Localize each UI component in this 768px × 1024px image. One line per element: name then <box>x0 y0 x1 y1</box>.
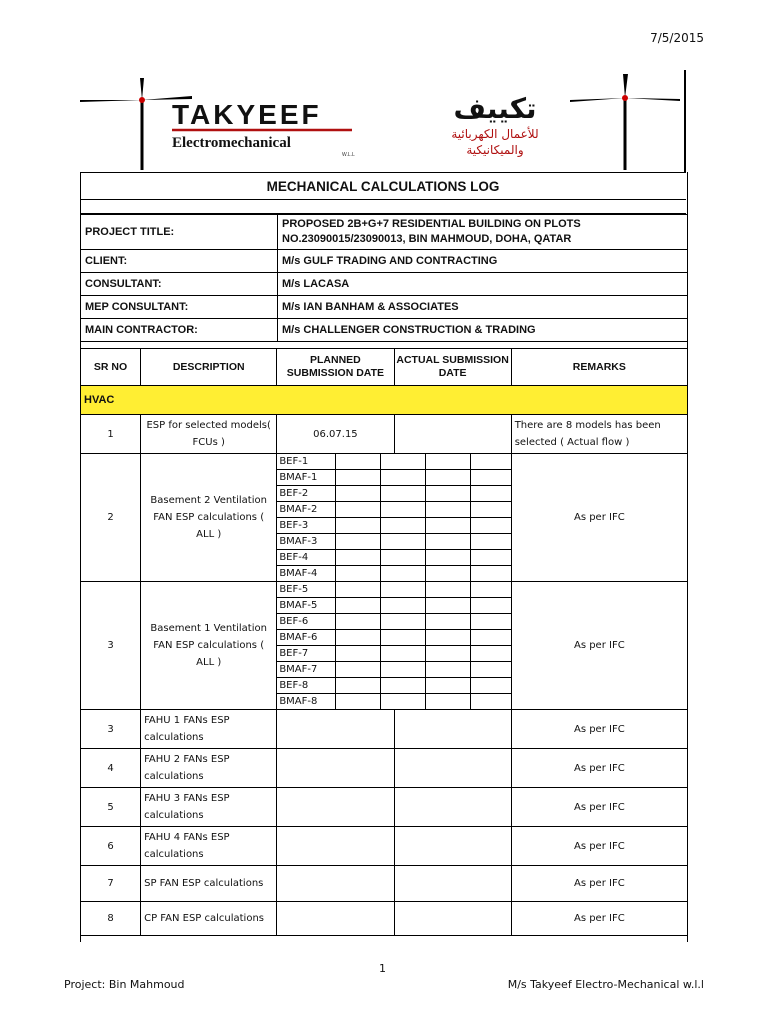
empty-cell <box>425 582 470 598</box>
actual-date <box>394 827 511 866</box>
empty-cell <box>336 662 381 678</box>
empty-cell <box>381 630 426 646</box>
empty-cell <box>470 630 510 646</box>
empty-cell <box>470 646 510 662</box>
empty-cell <box>336 630 381 646</box>
logo-suffix: W.L.L <box>342 152 355 158</box>
sr-no: 3 <box>81 582 141 710</box>
planned-date <box>277 866 394 902</box>
col-remarks: REMARKS <box>511 349 687 386</box>
section-label: HVAC <box>81 386 688 415</box>
empty-cell <box>470 662 510 678</box>
col-description: DESCRIPTION <box>141 349 277 386</box>
empty-cell <box>336 486 381 502</box>
sr-no: 2 <box>81 454 141 582</box>
empty-cell <box>381 470 426 486</box>
col-sr-no: SR NO <box>81 349 141 386</box>
fan-item: BMAF-2 <box>277 502 336 518</box>
empty-cell <box>381 598 426 614</box>
project-info-table <box>80 214 688 342</box>
empty-cell <box>381 550 426 566</box>
empty-cell <box>336 694 381 710</box>
info-row <box>81 250 688 273</box>
empty-cell <box>470 502 510 518</box>
table-row <box>81 415 688 454</box>
remarks: There are 8 models has been selected ( Actual flow ) <box>511 415 687 454</box>
calculations-log-table <box>80 348 688 936</box>
info-label: MEP CONSULTANT: <box>81 296 278 319</box>
fan-list <box>277 454 511 582</box>
col-planned-date: PLANNED SUBMISSION DATE <box>277 349 394 386</box>
empty-cell <box>336 550 381 566</box>
empty-cell <box>336 470 381 486</box>
info-label: CLIENT: <box>81 250 278 273</box>
footer-project: Project: Bin Mahmoud <box>64 978 185 991</box>
description: Basement 2 Ventilation FAN ESP calculations ( ALL ) <box>141 454 277 582</box>
logo-subtitle: Electromechanical <box>172 135 291 151</box>
planned-date <box>277 902 394 936</box>
actual-date <box>394 415 511 454</box>
description: ESP for selected models( FCUs ) <box>141 415 277 454</box>
empty-cell <box>470 486 510 502</box>
section-row <box>81 386 688 415</box>
empty-cell <box>470 598 510 614</box>
empty-cell <box>381 518 426 534</box>
empty-cell <box>381 662 426 678</box>
info-row <box>81 319 688 342</box>
planned-date <box>277 749 394 788</box>
empty-cell <box>425 534 470 550</box>
fan-item: BEF-8 <box>277 678 336 694</box>
page-number: 1 <box>379 962 386 975</box>
sr-no: 8 <box>81 902 141 936</box>
fan-item: BEF-1 <box>277 454 336 470</box>
fan-item: BEF-7 <box>277 646 336 662</box>
empty-cell <box>425 566 470 582</box>
empty-cell <box>425 662 470 678</box>
remarks: As per IFC <box>511 866 687 902</box>
fan-item: BMAF-8 <box>277 694 336 710</box>
table-row <box>81 582 688 710</box>
actual-date <box>394 788 511 827</box>
sr-no: 4 <box>81 749 141 788</box>
sr-no: 5 <box>81 788 141 827</box>
document-title: MECHANICAL CALCULATIONS LOG <box>80 172 686 200</box>
fan-item: BEF-2 <box>277 486 336 502</box>
sr-no: 7 <box>81 866 141 902</box>
company-logo <box>80 70 688 172</box>
actual-date <box>394 749 511 788</box>
info-row <box>81 273 688 296</box>
empty-cell <box>425 502 470 518</box>
description: SP FAN ESP calculations <box>141 866 277 902</box>
table-row <box>81 902 688 936</box>
remarks: As per IFC <box>511 582 687 710</box>
info-row <box>81 215 688 250</box>
table-row <box>81 454 688 582</box>
empty-cell <box>470 582 510 598</box>
col-actual-date: ACTUAL SUBMISSION DATE <box>394 349 511 386</box>
wind-turbine-right-icon <box>570 74 680 170</box>
empty-cell <box>425 646 470 662</box>
description: FAHU 3 FANs ESP calculations <box>141 788 277 827</box>
frame-edge <box>684 70 686 172</box>
actual-date <box>394 866 511 902</box>
empty-cell <box>425 614 470 630</box>
print-date: 7/5/2015 <box>650 31 704 45</box>
empty-cell <box>336 582 381 598</box>
sr-no: 1 <box>81 415 141 454</box>
info-value: M/s IAN BANHAM & ASSOCIATES <box>278 296 688 319</box>
column-headers <box>81 349 688 386</box>
info-value: M/s LACASA <box>278 273 688 296</box>
fan-item: BMAF-5 <box>277 598 336 614</box>
empty-cell <box>381 534 426 550</box>
fan-item: BEF-6 <box>277 614 336 630</box>
logo-arabic-name: تكييف <box>453 92 537 125</box>
fan-item: BMAF-1 <box>277 470 336 486</box>
planned-date <box>277 827 394 866</box>
empty-cell <box>336 534 381 550</box>
info-label: MAIN CONTRACTOR: <box>81 319 278 342</box>
empty-cell <box>470 614 510 630</box>
footer-company: M/s Takyeef Electro-Mechanical w.l.l <box>507 978 704 991</box>
empty-cell <box>381 614 426 630</box>
info-value: M/s GULF TRADING AND CONTRACTING <box>278 250 688 273</box>
sr-no: 3 <box>81 710 141 749</box>
empty-cell <box>381 678 426 694</box>
remarks: As per IFC <box>511 902 687 936</box>
info-value: M/s CHALLENGER CONSTRUCTION & TRADING <box>278 319 688 342</box>
remarks: As per IFC <box>511 788 687 827</box>
empty-cell <box>336 518 381 534</box>
empty-cell <box>425 598 470 614</box>
fan-item: BMAF-6 <box>277 630 336 646</box>
empty-cell <box>470 534 510 550</box>
fan-item: BMAF-7 <box>277 662 336 678</box>
info-label: PROJECT TITLE: <box>81 215 278 250</box>
info-row <box>81 296 688 319</box>
table-row <box>81 866 688 902</box>
logo-arabic-line2: والميكانيكية <box>466 143 524 157</box>
table-row <box>81 710 688 749</box>
empty-cell <box>381 502 426 518</box>
actual-date <box>394 902 511 936</box>
fan-item: BEF-4 <box>277 550 336 566</box>
description: Basement 1 Ventilation FAN ESP calculations ( ALL ) <box>141 582 277 710</box>
empty-cell <box>425 470 470 486</box>
empty-cell <box>425 678 470 694</box>
empty-cell <box>381 582 426 598</box>
empty-cell <box>381 566 426 582</box>
fan-item: BEF-5 <box>277 582 336 598</box>
empty-cell <box>425 518 470 534</box>
empty-cell <box>470 454 510 470</box>
info-value: PROPOSED 2B+G+7 RESIDENTIAL BUILDING ON PLOTS NO.23090015/23090013, BIN MAHMOUD, DOHA, QATAR <box>278 215 688 250</box>
empty-cell <box>336 646 381 662</box>
empty-cell <box>425 486 470 502</box>
remarks: As per IFC <box>511 749 687 788</box>
planned-date: 06.07.15 <box>277 415 394 454</box>
empty-cell <box>425 694 470 710</box>
description: FAHU 4 FANs ESP calculations <box>141 827 277 866</box>
empty-cell <box>336 614 381 630</box>
fan-item: BMAF-4 <box>277 566 336 582</box>
title-spacer <box>80 199 686 214</box>
empty-cell <box>381 486 426 502</box>
logo-arabic-line1: للأعمال الكهربائية <box>451 127 539 141</box>
empty-cell <box>470 518 510 534</box>
empty-cell <box>336 502 381 518</box>
logo-name: TAKYEEF <box>172 99 322 130</box>
sr-no: 6 <box>81 827 141 866</box>
table-row <box>81 788 688 827</box>
remarks: As per IFC <box>511 827 687 866</box>
empty-cell <box>425 454 470 470</box>
table-row <box>81 749 688 788</box>
description: FAHU 2 FANs ESP calculations <box>141 749 277 788</box>
remarks: As per IFC <box>511 710 687 749</box>
empty-cell <box>470 694 510 710</box>
fan-list <box>277 582 511 710</box>
empty-cell <box>470 550 510 566</box>
empty-cell <box>470 678 510 694</box>
empty-cell <box>470 566 510 582</box>
table-row <box>81 827 688 866</box>
fan-item: BEF-3 <box>277 518 336 534</box>
logo-graphic <box>80 70 688 172</box>
planned-date <box>277 710 394 749</box>
empty-cell <box>470 470 510 486</box>
planned-date <box>277 788 394 827</box>
empty-cell <box>425 630 470 646</box>
info-label: CONSULTANT: <box>81 273 278 296</box>
description: FAHU 1 FANs ESP calculations <box>141 710 277 749</box>
empty-cell <box>336 678 381 694</box>
empty-cell <box>336 598 381 614</box>
empty-cell <box>381 454 426 470</box>
actual-date <box>394 710 511 749</box>
empty-cell <box>425 550 470 566</box>
empty-cell <box>336 454 381 470</box>
empty-cell <box>381 646 426 662</box>
fan-item: BMAF-3 <box>277 534 336 550</box>
description: CP FAN ESP calculations <box>141 902 277 936</box>
empty-cell <box>336 566 381 582</box>
remarks: As per IFC <box>511 454 687 582</box>
empty-cell <box>381 694 426 710</box>
